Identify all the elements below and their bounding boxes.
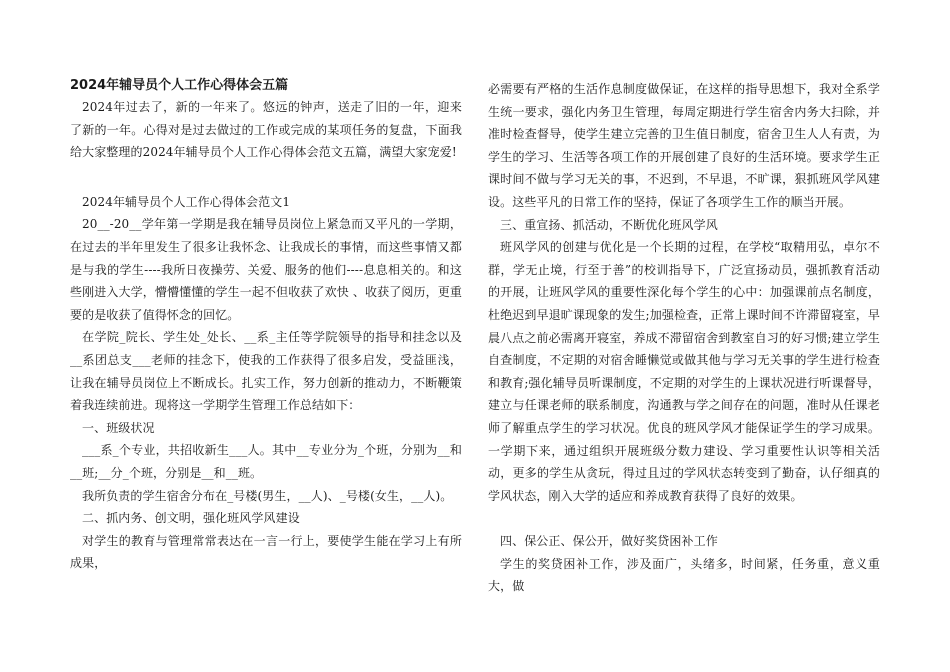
section-heading: 二、抓内务、创文明，强化班风学风建设 bbox=[82, 511, 300, 526]
left-column bbox=[70, 78, 462, 575]
paragraph: ___系_个专业，共招收新生___人。其中__专业分为_个班，分别为__和__班;__分_个班，分别是__和__班。 bbox=[70, 443, 462, 480]
spacer bbox=[70, 164, 462, 191]
paragraph: 必需要有严格的生活作息制度做保证，在这样的指导思想下，我对全系学生统一要求，强化内务卫生管理，每周定期进行学生宿舍内务大扫除，并准时检查督导，使学生建立完善的卫生值日制度，宿舍卫生人人有责，为学生的学习、生活等各项工作的开展创建了良好的生活环境。要求学生正课时间不做与学习无关的事，不迟到，不早退，不旷课，狠抓班风学风建设。这些平凡的日常工作的坚持，保证了各项学生工作的顺当开展。 bbox=[488, 82, 880, 209]
paragraph: 在学院_院长、学生处_处长、__系_主任等学院领导的指导和挂念以及__系团总支___老师的挂念下，使我的工作获得了很多启发，受益匪浅，让我在辅导员岗位上不断成长。扎实工作，努力创新的推动力，不断鞭策着我连续前进。现将这一学期学生管理工作总结如下： bbox=[70, 330, 462, 413]
section-heading: 三、重宣扬、抓活动，不断优化班风学风 bbox=[500, 217, 718, 232]
intro-paragraph: 2024年过去了，新的一年来了。悠远的钟声，送走了旧的一年，迎来了新的一年。心得对是过去做过的工作或完成的某项任务的复盘，下面我给大家整理的2024年辅导员个人工作心得体会范文五篇，满望大家宠爱! bbox=[70, 100, 462, 160]
section-heading: 四、保公正、保公开，做好奖贷困补工作 bbox=[500, 534, 718, 549]
paragraph: 对学生的教育与管理常常表达在一言一行上，要使学生能在学习上有所成果， bbox=[70, 533, 462, 571]
spacer bbox=[488, 507, 880, 530]
document-title: 2024年辅导员个人工作心得体会五篇 bbox=[70, 78, 289, 93]
paragraph: 班风学风的创建与优化是一个长期的过程，在学校“取精用弘，卓尔不群，学无止境，行至于善”的校训指导下，广泛宣扬动员，强抓教育活动的开展，让班风学风的重要性深化每个学生的心中：加强课前点名制度，杜绝迟到早退旷课现象的发生;加强检查，正常上课时间不许滞留寝室，早晨八点之前必需离开寝室，养成不滞留宿舍到教室自习的好习惯;建立学生自查制度，不定期的对宿舍睡懒觉或做其他与学习无关事的学生进行检查和教育;强化辅导员听课制度，不定期的对学生的上课状况进行听课督导，建立与任课老师的联系制度，沟通教与学之间存在的问题，准时从任课老师了解重点学生的学习状况。优良的班风学风才能保证学生的学习成果。一学期下来，通过组织开展班级分数力建设、学习重要性认识等相关活动，更多的学生从贪玩，得过且过的学风状态转变到了勤奋，认仔细真的学风状态，刚入大学的适应和养成教育获得了良好的效果。 bbox=[488, 240, 880, 503]
section-heading: 一、班级状况 bbox=[82, 420, 155, 435]
paragraph: 20__-20__学年第一学期是我在辅导员岗位上紧急而又平凡的一学期，在过去的半年里发生了很多让我怀念、让我成长的事情，而这些事情又都是与我的学生----我所日夜操劳、关爱、服务的他们----息息相关的。和这些刚进入大学，懵懵懂懂的学生一起不但收获了欢快 、收获了阅历，更重要的是收获了值得怀念的回忆。 bbox=[70, 217, 462, 322]
sample-heading: 2024年辅导员个人工作心得体会范文1 bbox=[82, 194, 291, 209]
paragraph: 学生的奖贷困补工作，涉及面广，头绪多，时间紧，任务重，意义重大，做 bbox=[488, 556, 880, 594]
paragraph: 我所负责的学生宿舍分布在_号楼(男生，__人)、_号楼(女生，__人)。 bbox=[82, 488, 453, 503]
right-column bbox=[488, 78, 880, 598]
